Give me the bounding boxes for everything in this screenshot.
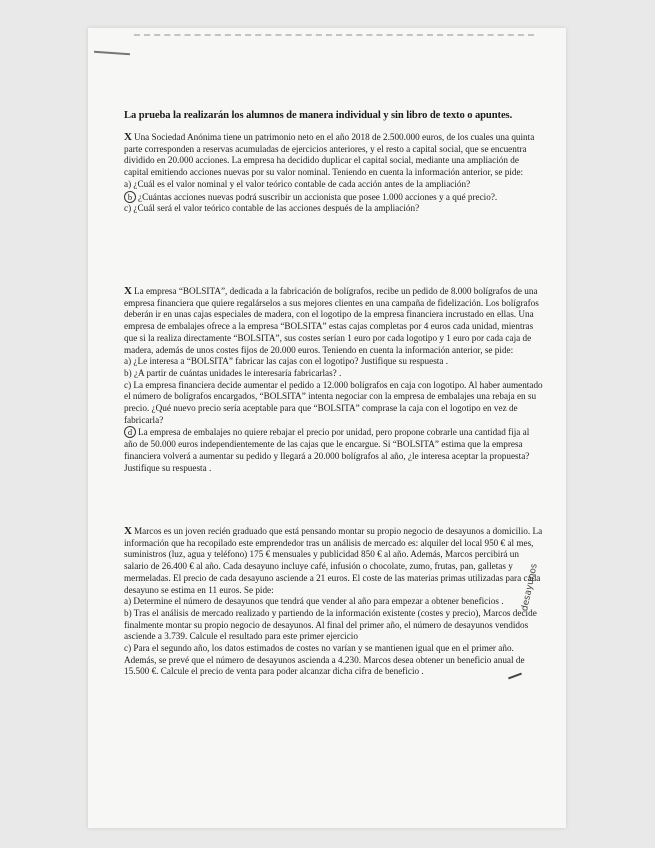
q2-a: a) ¿Le interesa a “BOLSITA” fabricar las cajas con el logotipo? Justifique su respuesta .	[124, 356, 449, 367]
q1-a: a) ¿Cuál es el valor nominal y el valor teórico contable de cada acción antes de la ampliación?	[124, 178, 471, 189]
handwritten-x-mark: X	[124, 285, 132, 297]
q1-b: b ¿Cuántas acciones nuevas podrá suscribir un accionista que posee 1.000 acciones y a qué precio?.	[124, 191, 544, 204]
q2-intro: X La empresa “BOLSITA”, dedicada a la fabricación de bolígrafos, recibe un pedido de 8.000 bolígrafos de una empresa financiera que quiere regalárselos a sus mejores clientes en una campaña de fidelización. Los bolígrafos deberán ir en unas cajas especiales de madera, con el logotipo de la empresa financiera incrustado en ellas. Una empresa de embalajes ofrece a la empresa “BOLSITA” estas cajas completas por 4 euros cada unidad, mientras que si la realiza directamente “BOLSITA”, sus costes serían 1 euro por cada logotipo y 1 euro por cada caja de madera, además de unos costes fijos de 20.000 euros. Teniendo en cuenta la información anterior, se pide:	[124, 285, 539, 355]
question-3	[124, 526, 544, 678]
question-2	[124, 286, 544, 474]
q1-c: c) ¿Cuál será el valor teórico contable de las acciones después de la ampliación?	[124, 203, 420, 214]
q2-b: b) ¿A partir de cuántas unidades le interesaría fabricarlas? .	[124, 367, 342, 378]
q3-intro: X Marcos es un joven recién graduado que está pensando montar su propio negocio de desayunos a domicilio. La información que ha recopilado este emprendedor tras un análisis de mercado es: alquiler del local 950 € al mes, suministros (luz, agua y teléfono) 175 € mensuales y publicidad 850 € al año. Además, Marcos percibirá un salario de 26.400 € al año. Cada desayuno incluye café, infusión o chocolate, zumo, frutas, pan, galletas y mermeladas. El precio de cada desayuno asciende a 21 euros. El coste de las materias primas utilizadas para cada desayuno se estima en 11 euros. Se pide:	[124, 525, 543, 595]
circled-d-mark: d	[124, 426, 136, 438]
circled-b-mark: b	[124, 191, 136, 203]
exam-instructions: La prueba la realizarán los alumnos de manera individual y sin libro de texto o apuntes.	[124, 110, 513, 121]
handwritten-x-mark: X	[124, 131, 132, 143]
q3-b: b) Tras el análisis de mercado realizado y partiendo de la información existente (costes y precio), Marcos decide finalmente montar su propio negocio de desayunos. Al final del primer año, el número de desayunos vendidos asciende a 3.739. Calcule el resultado para este primer ejercicio	[124, 607, 537, 642]
q3-c: c) Para el segundo año, los datos estimados de costes no varían y se mantienen igual que en el primer año. Además, se prevé que el número de desayunos ascienda a 4.230. Marcos desea obtener un beneficio anual de 15.500 €. Calcule el precio de venta para poder alcanzar dicha cifra de beneficio .	[124, 643, 525, 677]
q2-d: d La empresa de embalajes no quiere rebajar el precio por unidad, pero propone cobrarle una cantidad fija al año de 50.000 euros independientemente de las cajas que le encargue. Si “BOLSITA” estima que la empresa financiera volverá a aumentar su pedido y llegará a 20.000 bolígrafos al año, ¿le interesa aceptar la propuesta? Justifique su respuesta .	[124, 427, 530, 473]
pen-mark	[94, 51, 130, 56]
q1-intro: X Una Sociedad Anónima tiene un patrimonio neto en el año 2018 de 2.500.000 euros, de los cuales una quinta parte corresponden a reservas acumuladas de ejercicios anteriores, y el resto a capital social, que se encuentra dividido en 20.000 acciones. La empresa ha decidido duplicar el capital social, mediante una ampliación de capital emitiendo acciones nuevas por su valor nominal. Teniendo en cuenta la información anterior, se pide:	[124, 131, 535, 178]
q3-a: a) Determine el número de desayunos que tendrá que vender al año para empezar a obtener beneficios .	[124, 596, 504, 607]
q2-c: c) La empresa financiera decide aumentar el pedido a 12.000 bolígrafos en caja con logotipo. Al haber aumentado el número de bolígrafos encargados, “BOLSITA” intenta negociar con la empresa de embalajes una rebaja en su precio. ¿Qué nuevo precio sería aceptable para que “BOLSITA” comprase la caja con el logotipo en vez de fabricarla?	[124, 379, 543, 425]
scan-top-edge	[134, 34, 534, 40]
exam-sheet	[88, 28, 566, 828]
handwritten-x-mark: X	[124, 525, 132, 537]
question-1	[124, 132, 544, 215]
handwritten-margin-note: desayunos	[520, 562, 540, 613]
